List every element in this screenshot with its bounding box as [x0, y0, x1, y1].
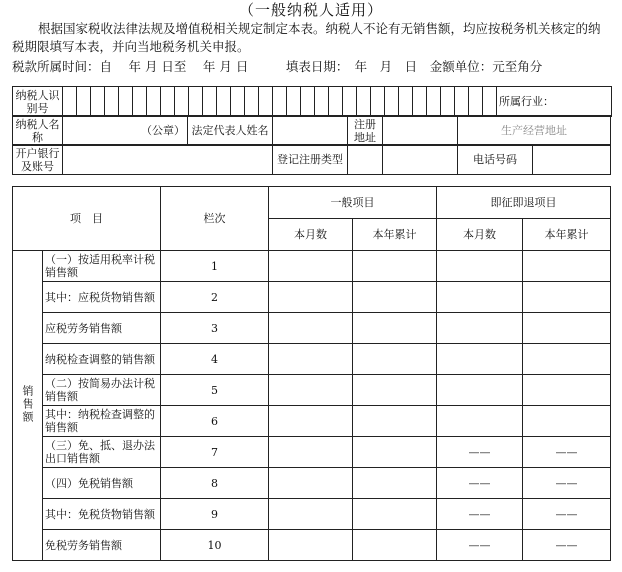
taxpayer-id-digit[interactable]	[371, 87, 385, 117]
general-this-month-cell[interactable]	[269, 282, 353, 313]
refund-this-month-cell: ——	[437, 437, 523, 468]
taxpayer-id-digit[interactable]	[91, 87, 105, 117]
row-line-number: 3	[161, 313, 269, 344]
row-line-number: 5	[161, 375, 269, 406]
business-address-label: 生产经营地址	[458, 116, 611, 146]
taxpayer-id-digit[interactable]	[357, 87, 371, 117]
tax-period-label: 税款所属时间：	[12, 59, 100, 74]
legal-rep-field[interactable]	[273, 116, 348, 146]
sales-table	[12, 186, 611, 561]
refund-ytd-header: 本年累计	[523, 219, 611, 251]
general-this-month-header: 本月数	[269, 219, 353, 251]
row-line-number: 8	[161, 468, 269, 499]
taxpayer-id-digit[interactable]	[133, 87, 147, 117]
refund-items-header: 即征即退项目	[437, 187, 611, 219]
table-row	[13, 406, 611, 437]
taxpayer-id-digit[interactable]	[105, 87, 119, 117]
taxpayer-id-digit[interactable]	[483, 87, 497, 117]
taxpayer-id-label: 纳税人识别号	[13, 87, 63, 117]
bank-label: 开户银行及账号	[13, 145, 63, 175]
general-ytd-cell[interactable]	[353, 499, 437, 530]
refund-this-month-cell[interactable]	[437, 344, 523, 375]
refund-ytd-cell[interactable]	[523, 313, 611, 344]
seal-label: （公章）	[141, 124, 185, 137]
taxpayer-id-digit[interactable]	[77, 87, 91, 117]
table-row	[13, 282, 611, 313]
taxpayer-id-digit[interactable]	[399, 87, 413, 117]
table-row	[13, 251, 611, 282]
taxpayer-id-digit[interactable]	[147, 87, 161, 117]
row-item-label: 其中：应税货物销售额	[43, 282, 161, 313]
general-ytd-cell[interactable]	[353, 344, 437, 375]
phone-field[interactable]	[533, 145, 611, 175]
row-item-label: 纳税检查调整的销售额	[43, 344, 161, 375]
sales-section-label	[13, 251, 43, 561]
reg-type-extra-field[interactable]	[383, 145, 458, 175]
fill-date-value[interactable]: 年 月 日	[354, 59, 418, 74]
reg-address-label: 注册地址	[348, 116, 383, 146]
table-row	[13, 499, 611, 530]
taxpayer-id-digit[interactable]	[119, 87, 133, 117]
row-item-label: （二）按简易办法计税销售额	[43, 375, 161, 406]
table-row	[13, 313, 611, 344]
tax-period-value[interactable]: 自 年 月 日至 年 月 日	[99, 59, 249, 74]
refund-ytd-cell[interactable]	[523, 344, 611, 375]
taxpayer-id-digit[interactable]	[273, 87, 287, 117]
general-ytd-cell[interactable]	[353, 406, 437, 437]
general-this-month-cell[interactable]	[269, 251, 353, 282]
general-items-header: 一般项目	[269, 187, 437, 219]
refund-this-month-cell[interactable]	[437, 406, 523, 437]
reg-type-label: 登记注册类型	[273, 145, 348, 175]
taxpayer-id-digit[interactable]	[259, 87, 273, 117]
phone-label: 电话号码	[458, 145, 533, 175]
taxpayer-id-digit[interactable]	[427, 87, 441, 117]
refund-this-month-cell[interactable]	[437, 251, 523, 282]
refund-this-month-header: 本月数	[437, 219, 523, 251]
taxpayer-id-digit[interactable]	[217, 87, 231, 117]
row-item-label: （一）按适用税率计税销售额	[43, 251, 161, 282]
refund-ytd-cell[interactable]	[523, 406, 611, 437]
refund-ytd-cell[interactable]	[523, 251, 611, 282]
taxpayer-name-field[interactable]	[63, 116, 188, 146]
taxpayer-id-digit[interactable]	[469, 87, 483, 117]
refund-ytd-cell: ——	[523, 530, 611, 561]
general-ytd-cell[interactable]	[353, 375, 437, 406]
taxpayer-id-digit[interactable]	[413, 87, 427, 117]
row-line-number: 1	[161, 251, 269, 282]
line-column-header: 栏次	[161, 187, 269, 251]
row-line-number: 6	[161, 406, 269, 437]
bank-field[interactable]	[63, 145, 273, 175]
table-row	[13, 530, 611, 561]
bank-info-table	[12, 144, 611, 175]
item-column-header: 项 目	[13, 187, 161, 251]
taxpayer-name-label: 纳税人名称	[13, 116, 63, 146]
row-line-number: 7	[161, 437, 269, 468]
general-ytd-cell[interactable]	[353, 437, 437, 468]
taxpayer-id-digit[interactable]	[175, 87, 189, 117]
taxpayer-id-digit[interactable]	[231, 87, 245, 117]
general-this-month-cell[interactable]	[269, 313, 353, 344]
reg-type-field[interactable]	[348, 145, 383, 175]
taxpayer-info-table	[12, 86, 612, 117]
refund-ytd-cell: ——	[523, 468, 611, 499]
row-item-label: （三）免、抵、退办法出口销售额	[43, 437, 161, 468]
row-line-number: 9	[161, 499, 269, 530]
refund-this-month-cell[interactable]	[437, 282, 523, 313]
taxpayer-id-digit[interactable]	[385, 87, 399, 117]
taxpayer-id-digit[interactable]	[329, 87, 343, 117]
refund-this-month-cell: ——	[437, 468, 523, 499]
refund-ytd-cell[interactable]	[523, 282, 611, 313]
refund-ytd-cell: ——	[523, 437, 611, 468]
refund-ytd-cell[interactable]	[523, 375, 611, 406]
row-line-number: 10	[161, 530, 269, 561]
fill-date-label: 填表日期：	[285, 59, 343, 74]
general-ytd-cell[interactable]	[353, 313, 437, 344]
taxpayer-id-digit[interactable]	[441, 87, 455, 117]
general-ytd-cell[interactable]	[353, 251, 437, 282]
general-this-month-cell[interactable]	[269, 406, 353, 437]
general-this-month-cell[interactable]	[269, 499, 353, 530]
general-this-month-cell[interactable]	[269, 468, 353, 499]
general-ytd-cell[interactable]	[353, 282, 437, 313]
general-ytd-header: 本年累计	[353, 219, 437, 251]
general-this-month-cell[interactable]	[269, 375, 353, 406]
refund-this-month-cell: ——	[437, 530, 523, 561]
amount-unit-label: 金额单位：元至角分	[429, 59, 543, 74]
taxpayer-id-digit[interactable]	[287, 87, 301, 117]
refund-this-month-cell[interactable]	[437, 313, 523, 344]
row-item-label: 应税劳务销售额	[43, 313, 161, 344]
row-item-label: （四）免税销售额	[43, 468, 161, 499]
taxpayer-id-digit[interactable]	[161, 87, 175, 117]
sales-section-text: 销售额	[21, 384, 34, 424]
reg-address-field[interactable]	[383, 116, 458, 146]
general-ytd-cell[interactable]	[353, 530, 437, 561]
row-item-label: 其中：免税货物销售额	[43, 499, 161, 530]
taxpayer-id-digit[interactable]	[455, 87, 469, 117]
table-row	[13, 375, 611, 406]
refund-this-month-cell: ——	[437, 499, 523, 530]
general-this-month-cell[interactable]	[269, 530, 353, 561]
taxpayer-id-digit[interactable]	[63, 87, 77, 117]
industry-label[interactable]: 所属行业：	[497, 87, 612, 117]
taxpayer-name-table	[12, 115, 611, 146]
refund-this-month-cell[interactable]	[437, 375, 523, 406]
row-item-label: 其中：纳税检查调整的销售额	[43, 406, 161, 437]
general-this-month-cell[interactable]	[269, 437, 353, 468]
table-row	[13, 344, 611, 375]
taxpayer-id-digit[interactable]	[343, 87, 357, 117]
row-item-label: 免税劳务销售额	[43, 530, 161, 561]
refund-ytd-cell: ——	[523, 499, 611, 530]
taxpayer-id-digit[interactable]	[301, 87, 315, 117]
table-row	[13, 437, 611, 468]
taxpayer-id-digit[interactable]	[189, 87, 203, 117]
row-line-number: 2	[161, 282, 269, 313]
legal-rep-label: 法定代表人姓名	[188, 116, 273, 146]
table-row	[13, 468, 611, 499]
form-meta-line	[12, 58, 612, 76]
taxpayer-id-digit[interactable]	[315, 87, 329, 117]
form-instructions: 根据国家税收法律法规及增值税相关规定制定本表。纳税人不论有无销售额，均应按税务机关核定的纳税期限填写本表，并向当地税务机关申报。	[12, 21, 601, 54]
taxpayer-id-digit[interactable]	[245, 87, 259, 117]
general-ytd-cell[interactable]	[353, 468, 437, 499]
form-title: （一般纳税人适用）	[238, 1, 383, 19]
taxpayer-id-digit[interactable]	[203, 87, 217, 117]
row-line-number: 4	[161, 344, 269, 375]
general-this-month-cell[interactable]	[269, 344, 353, 375]
